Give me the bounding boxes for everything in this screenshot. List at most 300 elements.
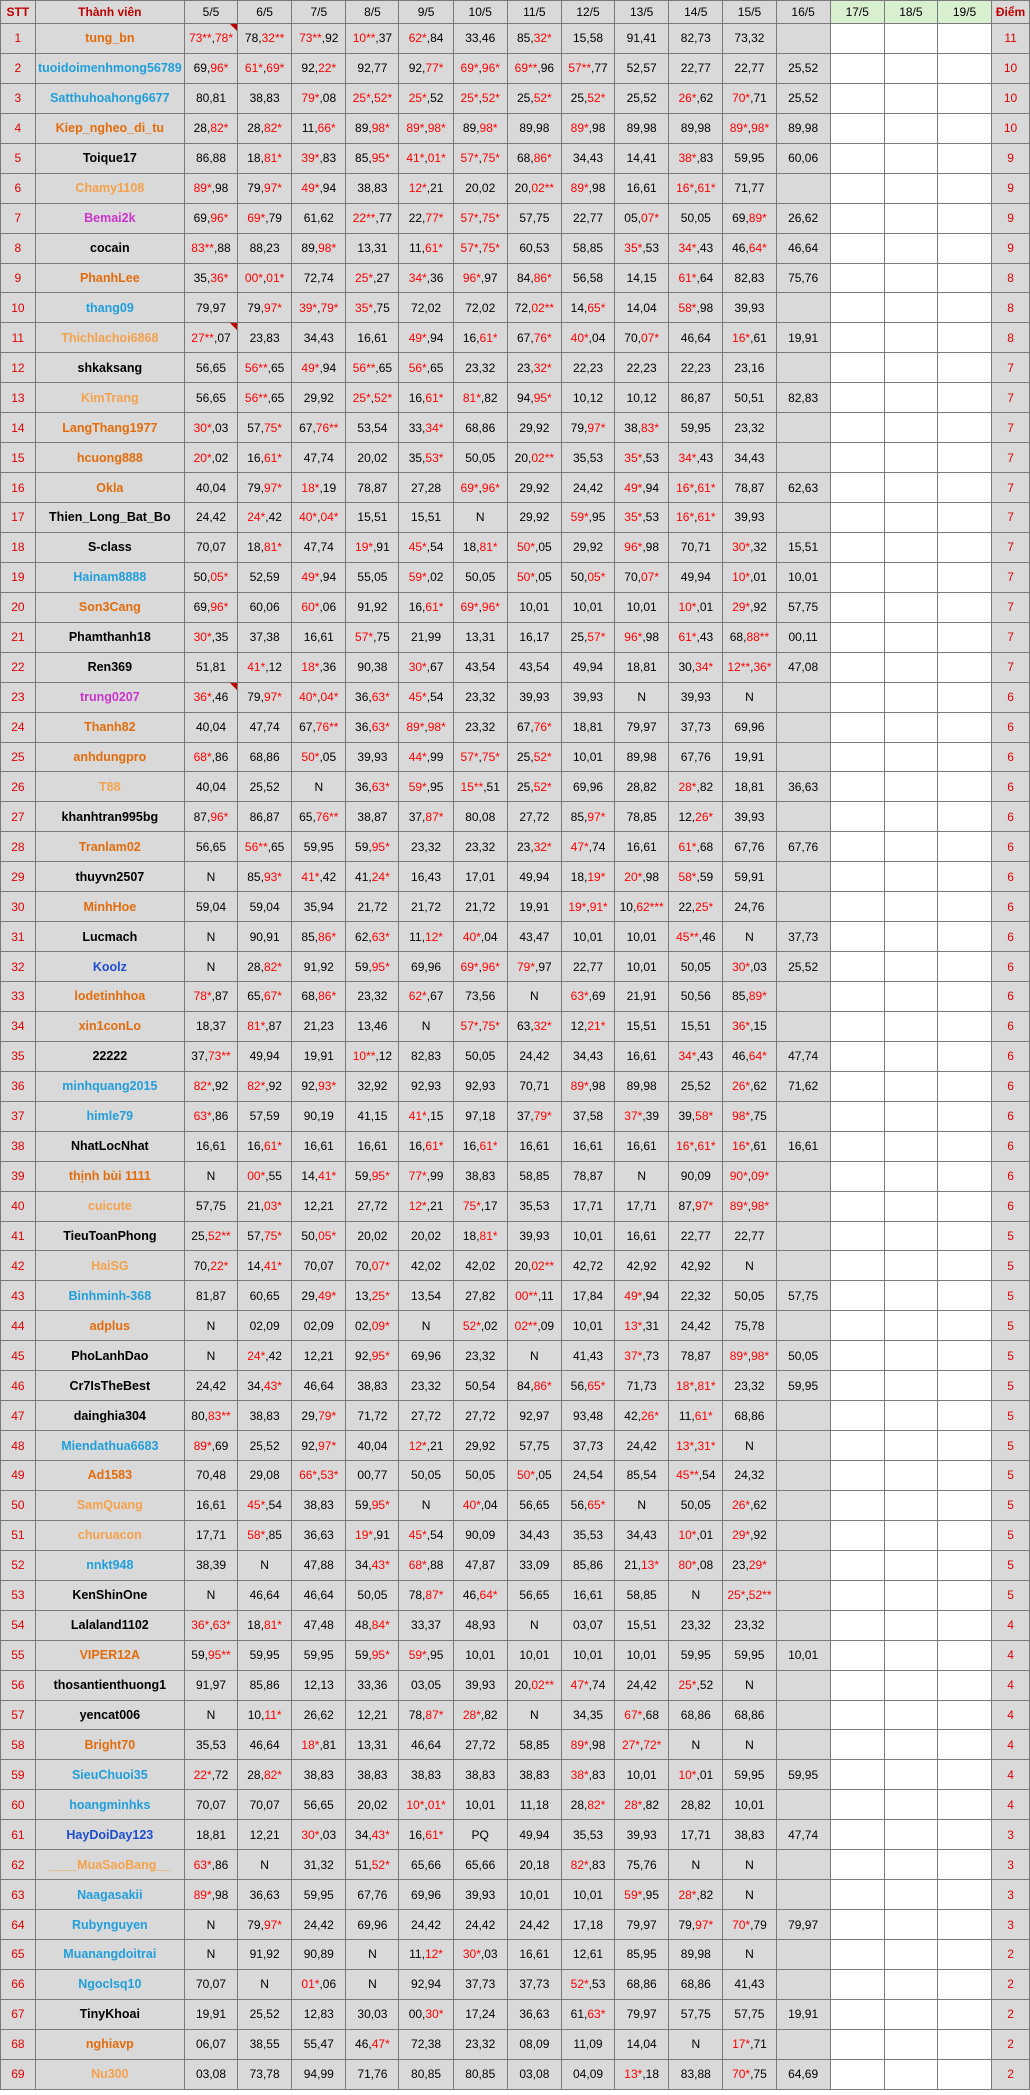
rank-cell: 48 [1,1431,36,1461]
rank-cell: 41 [1,1221,36,1251]
prediction-cell [937,1880,991,1910]
member-name[interactable]: TinyKhoai [35,1999,184,2029]
prediction-cell: 21,03* [238,1191,292,1221]
prediction-cell: N [723,1251,776,1281]
prediction-cell [776,1520,830,1550]
member-name[interactable]: adplus [35,1311,184,1341]
prediction-cell: N [346,1969,399,1999]
table-row [1,892,1030,922]
points-cell: 7 [992,532,1030,562]
prediction-cell [937,1311,991,1341]
prediction-cell [937,652,991,682]
member-name[interactable]: Chamy1108 [35,173,184,203]
prediction-cell [830,173,884,203]
prediction-cell: 52*,02 [453,1311,507,1341]
prediction-cell [937,682,991,712]
member-name[interactable]: cocain [35,233,184,263]
prediction-cell [884,1730,937,1760]
member-name[interactable]: Ad1583 [35,1461,184,1491]
prediction-cell: 90,19 [292,1101,346,1131]
rank-cell: 8 [1,233,36,263]
member-name[interactable]: nnkt948 [35,1550,184,1580]
prediction-cell: 89,98 [669,1940,723,1970]
prediction-cell: 88,23 [238,233,292,263]
prediction-cell: 46,64 [238,1580,292,1610]
member-name[interactable]: Rubynguyen [35,1910,184,1940]
prediction-cell: 41*,12 [238,652,292,682]
member-name[interactable]: tuoidoimenhmong56789 [35,53,184,83]
member-name[interactable]: hcuong888 [35,443,184,473]
prediction-cell: 10*,01 [669,1520,723,1550]
prediction-cell [884,1101,937,1131]
member-name[interactable]: KimTrang [35,383,184,413]
prediction-cell [776,1401,830,1431]
prediction-cell: 59,95* [346,1490,399,1520]
table-row [1,293,1030,323]
prediction-cell: 79,97* [238,173,292,203]
prediction-cell: 92,22* [292,53,346,83]
prediction-cell: 14,65* [561,293,614,323]
prediction-cell [830,892,884,922]
member-name[interactable]: trung0207 [35,682,184,712]
rank-cell: 13 [1,383,36,413]
member-name[interactable]: thosantienthuong1 [35,1670,184,1700]
prediction-cell: 20,02 [399,1221,453,1251]
member-name[interactable]: Naagasakii [35,1880,184,1910]
prediction-cell: 31,32 [292,1850,346,1880]
member-name[interactable]: dainghia304 [35,1401,184,1431]
member-name[interactable]: Thien_Long_Bat_Bo [35,503,184,533]
prediction-cell: 80,08 [453,802,507,832]
prediction-cell: 36*,46 [184,682,237,712]
member-name[interactable]: Bemai2k [35,203,184,233]
prediction-cell: 25,52 [238,1431,292,1461]
prediction-cell [937,952,991,982]
prediction-cell: 38,83 [453,1760,507,1790]
member-name[interactable]: Hainam8888 [35,562,184,592]
prediction-cell: 10,01 [507,1880,561,1910]
prediction-cell: 57,59 [238,1101,292,1131]
table-row [1,562,1030,592]
prediction-cell: 28*,82 [615,1790,669,1820]
prediction-cell [830,712,884,742]
member-name[interactable]: yencat006 [35,1700,184,1730]
prediction-cell: 10,12 [561,383,614,413]
prediction-cell: 12,83 [292,1999,346,2029]
member-name[interactable]: Lucmach [35,922,184,952]
prediction-cell: 29*,92 [723,592,776,622]
prediction-cell: 91,92 [292,952,346,982]
member-name[interactable]: lodetinhhoa [35,982,184,1012]
member-name[interactable]: 22222 [35,1041,184,1071]
prediction-cell: 89*,98* [723,1341,776,1371]
prediction-cell: 77*,99 [399,1161,453,1191]
table-row [1,173,1030,203]
prediction-cell [937,592,991,622]
rank-cell: 40 [1,1191,36,1221]
points-cell: 6 [992,982,1030,1012]
prediction-cell: 14,41* [292,1161,346,1191]
prediction-cell: 26*,62 [723,1490,776,1520]
member-name[interactable]: MinhHoe [35,892,184,922]
column-header-date: 11/5 [507,1,561,24]
member-name[interactable]: Son3Cang [35,592,184,622]
prediction-cell: 19,91 [776,323,830,353]
prediction-cell: 27,72 [507,802,561,832]
member-name[interactable]: nghiavp [35,2029,184,2059]
prediction-cell: 19,91 [507,892,561,922]
member-name[interactable]: hoangminhks [35,1790,184,1820]
prediction-cell: 02,09* [346,1311,399,1341]
prediction-cell: 62,63 [776,473,830,503]
prediction-cell [884,1341,937,1371]
prediction-cell: 39,93 [723,503,776,533]
table-row [1,1790,1030,1820]
member-name[interactable]: Satthuhoahong6677 [35,83,184,113]
member-name[interactable]: khanhtran995bg [35,802,184,832]
member-name[interactable]: HaiSG [35,1251,184,1281]
rank-cell: 61 [1,1820,36,1850]
table-row [1,862,1030,892]
member-name[interactable]: thang09 [35,293,184,323]
rank-cell: 69 [1,2059,36,2089]
prediction-cell [776,1580,830,1610]
column-header-date: 5/5 [184,1,237,24]
prediction-cell: 49,94 [238,1041,292,1071]
member-name[interactable]: Thanh82 [35,712,184,742]
prediction-cell: 35,53 [507,1191,561,1221]
member-name[interactable]: Okla [35,473,184,503]
prediction-cell [830,503,884,533]
prediction-cell [937,772,991,802]
prediction-cell: 10*,01* [399,1790,453,1820]
prediction-cell: 13,25* [346,1281,399,1311]
prediction-cell [884,1221,937,1251]
member-name[interactable]: Ren369 [35,652,184,682]
prediction-cell [830,413,884,443]
prediction-cell [884,413,937,443]
prediction-cell: 18,81* [238,1610,292,1640]
member-name[interactable]: Binhminh-368 [35,1281,184,1311]
prediction-cell: N [184,1311,237,1341]
prediction-cell [776,1610,830,1640]
points-cell: 5 [992,1251,1030,1281]
prediction-cell: 46,64 [669,323,723,353]
prediction-cell: 82,73 [669,24,723,54]
prediction-cell: 10*,01 [723,562,776,592]
prediction-cell: 10,12 [615,383,669,413]
prediction-cell: 41,24* [346,862,399,892]
prediction-cell: 00*,01* [238,263,292,293]
member-name[interactable]: cuicute [35,1191,184,1221]
prediction-cell: 56,65 [184,353,237,383]
prediction-cell: N [184,862,237,892]
table-row [1,1221,1030,1251]
prediction-cell: 36,63 [238,1880,292,1910]
prediction-cell: 37,73 [453,1969,507,1999]
member-name[interactable]: Koolz [35,952,184,982]
member-name[interactable]: S-class [35,532,184,562]
prediction-cell: 92,97* [292,1431,346,1461]
member-name[interactable]: Phamthanh18 [35,622,184,652]
member-name[interactable]: PhoLanhDao [35,1341,184,1371]
prediction-cell [830,1670,884,1700]
prediction-cell [937,1490,991,1520]
points-cell: 4 [992,1610,1030,1640]
prediction-cell [884,1161,937,1191]
member-name[interactable]: NhatLocNhat [35,1131,184,1161]
prediction-cell: N [184,1341,237,1371]
prediction-cell [776,1880,830,1910]
prediction-cell: 78,32** [238,24,292,54]
prediction-cell: 29,92 [507,503,561,533]
prediction-cell [830,53,884,83]
prediction-cell: 56**,65 [238,383,292,413]
member-name[interactable]: TieuToanPhong [35,1221,184,1251]
prediction-cell: 10,01 [561,592,614,622]
prediction-cell: 10**,12 [346,1041,399,1071]
points-cell: 6 [992,1191,1030,1221]
prediction-cell: 68,86 [615,1969,669,1999]
prediction-cell: 38,87 [346,802,399,832]
prediction-cell: 16,17 [507,622,561,652]
member-name[interactable]: SieuChuoi35 [35,1760,184,1790]
rank-cell: 42 [1,1251,36,1281]
table-row [1,712,1030,742]
prediction-cell: 20,02** [507,1670,561,1700]
member-name[interactable]: himle79 [35,1101,184,1131]
prediction-cell: 35,53 [561,443,614,473]
prediction-cell: 18,81 [184,1820,237,1850]
prediction-cell [776,862,830,892]
prediction-cell: 21,23 [292,1011,346,1041]
prediction-cell: 86,88 [184,143,237,173]
prediction-cell: 18,37 [184,1011,237,1041]
prediction-cell: 49,94 [669,562,723,592]
prediction-cell: 24*,42 [238,503,292,533]
prediction-cell: 46,64 [238,1730,292,1760]
member-name[interactable]: thuyvn2507 [35,862,184,892]
table-row [1,1940,1030,1970]
prediction-cell: 79,97* [238,1910,292,1940]
member-name[interactable]: Toique17 [35,143,184,173]
member-name[interactable]: ____MuaSaoBang__ [35,1850,184,1880]
prediction-cell [830,2059,884,2089]
prediction-cell: 23,83 [238,323,292,353]
prediction-cell: 38,83 [346,173,399,203]
prediction-cell [830,1880,884,1910]
prediction-cell [884,1670,937,1700]
member-name[interactable]: churuacon [35,1520,184,1550]
rank-cell: 39 [1,1161,36,1191]
prediction-cell: 69,96 [346,1910,399,1940]
prediction-cell: 56,65 [507,1580,561,1610]
points-cell: 10 [992,83,1030,113]
prediction-cell [937,922,991,952]
prediction-cell: 29,49* [292,1281,346,1311]
prediction-cell: 69,96 [723,712,776,742]
prediction-cell [830,1490,884,1520]
member-name[interactable]: tung_bn [35,24,184,54]
prediction-cell: 38,83 [723,1820,776,1850]
prediction-cell: 89,98 [615,742,669,772]
prediction-cell [937,832,991,862]
prediction-cell: 69*,96* [453,952,507,982]
table-row [1,1341,1030,1371]
prediction-cell: 85,86* [292,922,346,952]
prediction-cell: 46,64 [399,1730,453,1760]
prediction-cell: 57*,75* [453,233,507,263]
member-name[interactable]: LangThang1977 [35,413,184,443]
prediction-cell: 59,95 [723,1640,776,1670]
prediction-cell: 61*,68 [669,832,723,862]
prediction-cell: 17,01 [453,862,507,892]
rank-cell: 7 [1,203,36,233]
table-row [1,982,1030,1012]
prediction-cell: 89,98 [615,1071,669,1101]
prediction-cell [884,1790,937,1820]
member-name[interactable]: Muanangdoitrai [35,1940,184,1970]
member-name[interactable]: Cr7IsTheBest [35,1371,184,1401]
prediction-cell [776,2029,830,2059]
prediction-cell: 56,65 [184,832,237,862]
prediction-cell: 92,77* [399,53,453,83]
member-name[interactable]: Lalaland1102 [35,1610,184,1640]
member-name[interactable]: PhanhLee [35,263,184,293]
member-name[interactable]: minhquang2015 [35,1071,184,1101]
prediction-cell: 78,87 [561,1161,614,1191]
member-name[interactable]: thịnh bùi 1111 [35,1161,184,1191]
member-name[interactable]: Kiep_ngheo_di_tu [35,113,184,143]
prediction-cell: 91,92 [346,592,399,622]
prediction-cell: 29,79* [292,1401,346,1431]
table-row [1,233,1030,263]
prediction-cell: 15,51 [615,1610,669,1640]
prediction-cell [884,323,937,353]
prediction-cell: N [184,1700,237,1730]
prediction-cell: 85,97* [561,802,614,832]
table-row [1,1071,1030,1101]
prediction-cell: 52*,53 [561,1969,614,1999]
prediction-cell: 59,95 [723,1760,776,1790]
prediction-cell [830,1221,884,1251]
member-name[interactable]: Thichlachoi6868 [35,323,184,353]
member-name[interactable]: anhdungpro [35,742,184,772]
prediction-cell: 15**,51 [453,772,507,802]
prediction-cell: 20,02 [346,443,399,473]
prediction-cell: 38,83 [238,83,292,113]
table-row [1,1550,1030,1580]
member-name[interactable]: SamQuang [35,1490,184,1520]
prediction-cell: 79*,08 [292,83,346,113]
prediction-cell: 16,61 [507,1940,561,1970]
prediction-cell [884,532,937,562]
member-name[interactable]: Bright70 [35,1730,184,1760]
prediction-cell [776,1251,830,1281]
prediction-cell [830,1610,884,1640]
prediction-cell: 39,93 [507,682,561,712]
prediction-cell: 34*,43 [669,443,723,473]
points-cell: 6 [992,1131,1030,1161]
prediction-cell: 58,85 [507,1161,561,1191]
prediction-cell: 87,96* [184,802,237,832]
prediction-cell [937,1161,991,1191]
prediction-cell [830,982,884,1012]
prediction-cell [830,83,884,113]
prediction-cell [884,982,937,1012]
prediction-cell: 25,52 [776,53,830,83]
prediction-cell [776,982,830,1012]
prediction-cell: 10,01 [453,1790,507,1820]
prediction-cell: 65,76** [292,802,346,832]
prediction-cell: 67,76* [507,323,561,353]
prediction-cell: 25*,52* [346,83,399,113]
prediction-cell [937,982,991,1012]
prediction-cell: 12,26* [669,802,723,832]
rank-cell: 32 [1,952,36,982]
table-row [1,1011,1030,1041]
member-name[interactable]: Nu300 [35,2059,184,2089]
prediction-cell: 22,25* [669,892,723,922]
rank-cell: 36 [1,1071,36,1101]
prediction-cell [884,682,937,712]
prediction-cell [830,1251,884,1281]
prediction-cell: N [615,682,669,712]
member-name[interactable]: T88 [35,772,184,802]
prediction-cell: 67,76 [776,832,830,862]
member-name[interactable]: Miendathua6683 [35,1431,184,1461]
prediction-cell: 23,16 [723,353,776,383]
prediction-cell: 41,43 [561,1341,614,1371]
prediction-cell: 50*,05 [507,532,561,562]
rank-cell: 6 [1,173,36,203]
prediction-cell [830,1790,884,1820]
prediction-cell [830,1760,884,1790]
prediction-cell: 02,09 [238,1311,292,1341]
prediction-cell [884,1550,937,1580]
member-name[interactable]: HayDoiDay123 [35,1820,184,1850]
prediction-cell: 16,61* [399,1131,453,1161]
prediction-cell: N [615,1161,669,1191]
column-header-date: 19/5 [937,1,991,24]
prediction-cell: 15,51 [615,1011,669,1041]
member-name[interactable]: VIPER12A [35,1640,184,1670]
member-name[interactable]: KenShinOne [35,1580,184,1610]
prediction-cell: 01*,06 [292,1969,346,1999]
prediction-cell: 14,04 [615,293,669,323]
prediction-cell: 23,32 [453,353,507,383]
prediction-cell: 57,75 [507,1431,561,1461]
rank-cell: 67 [1,1999,36,2029]
prediction-cell: 70,07 [184,1790,237,1820]
prediction-cell [937,1640,991,1670]
member-name[interactable]: shkaksang [35,353,184,383]
prediction-cell: 10,01 [615,1640,669,1670]
prediction-cell: 21,99 [399,622,453,652]
prediction-cell: N [184,922,237,952]
member-name[interactable]: xin1conLo [35,1011,184,1041]
prediction-cell: 68,86 [723,1401,776,1431]
prediction-cell: 50,05 [669,203,723,233]
prediction-cell: 12*,21 [399,1191,453,1221]
table-row [1,1910,1030,1940]
member-name[interactable]: Tranlam02 [35,832,184,862]
prediction-cell: 10,01 [615,952,669,982]
prediction-cell: 67*,68 [615,1700,669,1730]
member-name[interactable]: Ngoclsq10 [35,1969,184,1999]
points-cell: 6 [992,682,1030,712]
prediction-cell: 10,11* [238,1700,292,1730]
